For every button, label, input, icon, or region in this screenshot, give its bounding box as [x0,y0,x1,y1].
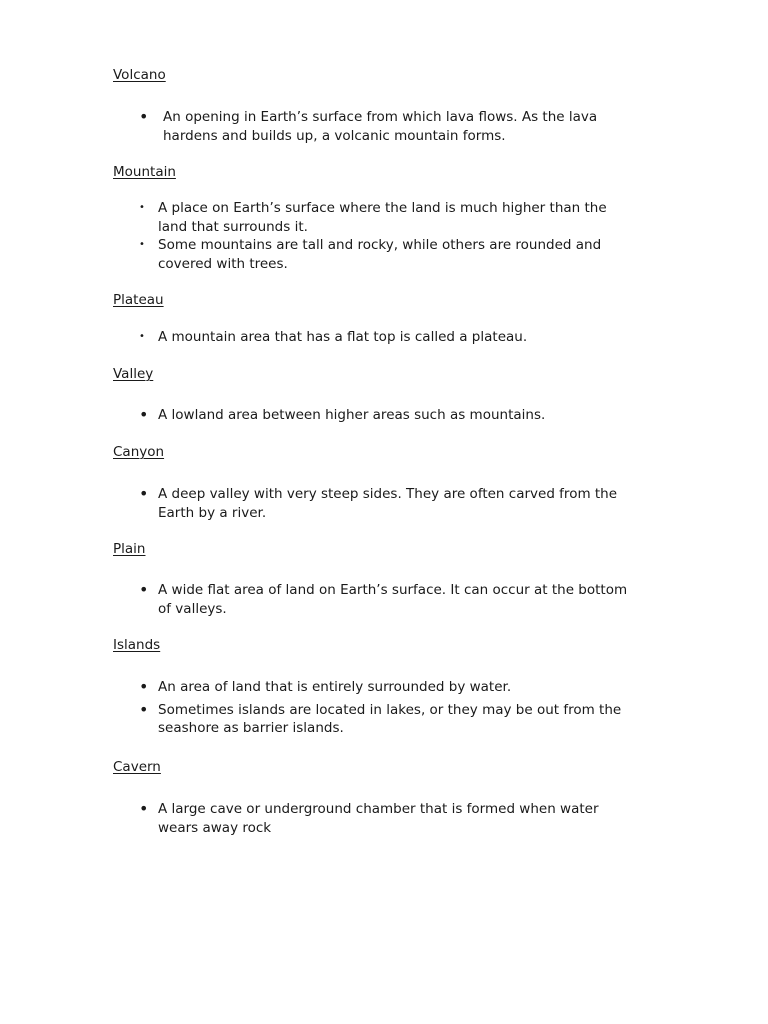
definition-text: Some mountains are tall and rocky, while others are rounded and covered with trees. [158,237,602,272]
definition-list-islands [139,677,648,738]
definition-text: A mountain area that has a flat top is called a plateau. [158,329,528,345]
term-heading-cavern: Cavern [113,759,161,775]
list-item [139,405,638,425]
definition-list-plateau [139,328,638,347]
definition-text: A wide flat area of land on Earth’s surface. It can occur at the bottom of valleys. [158,582,628,617]
list-item [139,677,648,697]
definition-list-cavern [139,799,638,837]
bullet-icon: • [139,484,149,503]
bullet-icon: • [139,107,149,126]
definition-text: A deep valley with very steep sides. They are often carved from the Earth by a river. [158,486,618,521]
bullet-icon: • [139,699,149,719]
list-item [139,699,648,738]
definition-list-valley [139,405,638,425]
definition-text: An area of land that is entirely surrounded by water. [158,679,512,695]
term-heading-volcano: Volcano [113,67,166,83]
list-item [139,799,638,837]
list-item [139,580,628,618]
list-item [139,328,638,347]
bullet-icon: • [139,405,149,424]
definition-text: An opening in Earth’s surface from which lava flows. As the lava hardens and builds up, a volcanic mountain forms. [163,109,598,144]
list-item [139,236,628,273]
bullet-icon: • [139,799,149,818]
bullet-icon: • [139,331,145,342]
list-item [139,484,650,522]
bullet-icon: • [139,202,145,213]
bullet-icon: • [139,677,149,696]
definition-text: A lowland area between higher areas such as mountains. [158,407,546,423]
term-heading-islands: Islands [113,637,161,653]
definition-text: Sometimes islands are located in lakes, or they may be out from the seashore as barrier islands. [158,701,622,736]
definition-text: A place on Earth’s surface where the land is much higher than the land that surrounds it. [158,200,607,235]
term-heading-plain: Plain [113,541,146,557]
definition-list-canyon [139,484,650,522]
term-heading-mountain: Mountain [113,164,176,180]
bullet-icon: • [139,239,145,250]
definition-list-plain [139,580,628,618]
term-heading-plateau: Plateau [113,292,164,308]
term-heading-canyon: Canyon [113,444,165,460]
bullet-icon: • [139,580,149,599]
list-item [139,199,628,236]
definition-list-volcano [139,107,643,145]
definition-list-mountain [139,199,628,273]
definition-text: A large cave or underground chamber that is formed when water wears away rock [158,801,599,836]
list-item [139,107,643,145]
term-heading-valley: Valley [113,366,154,382]
